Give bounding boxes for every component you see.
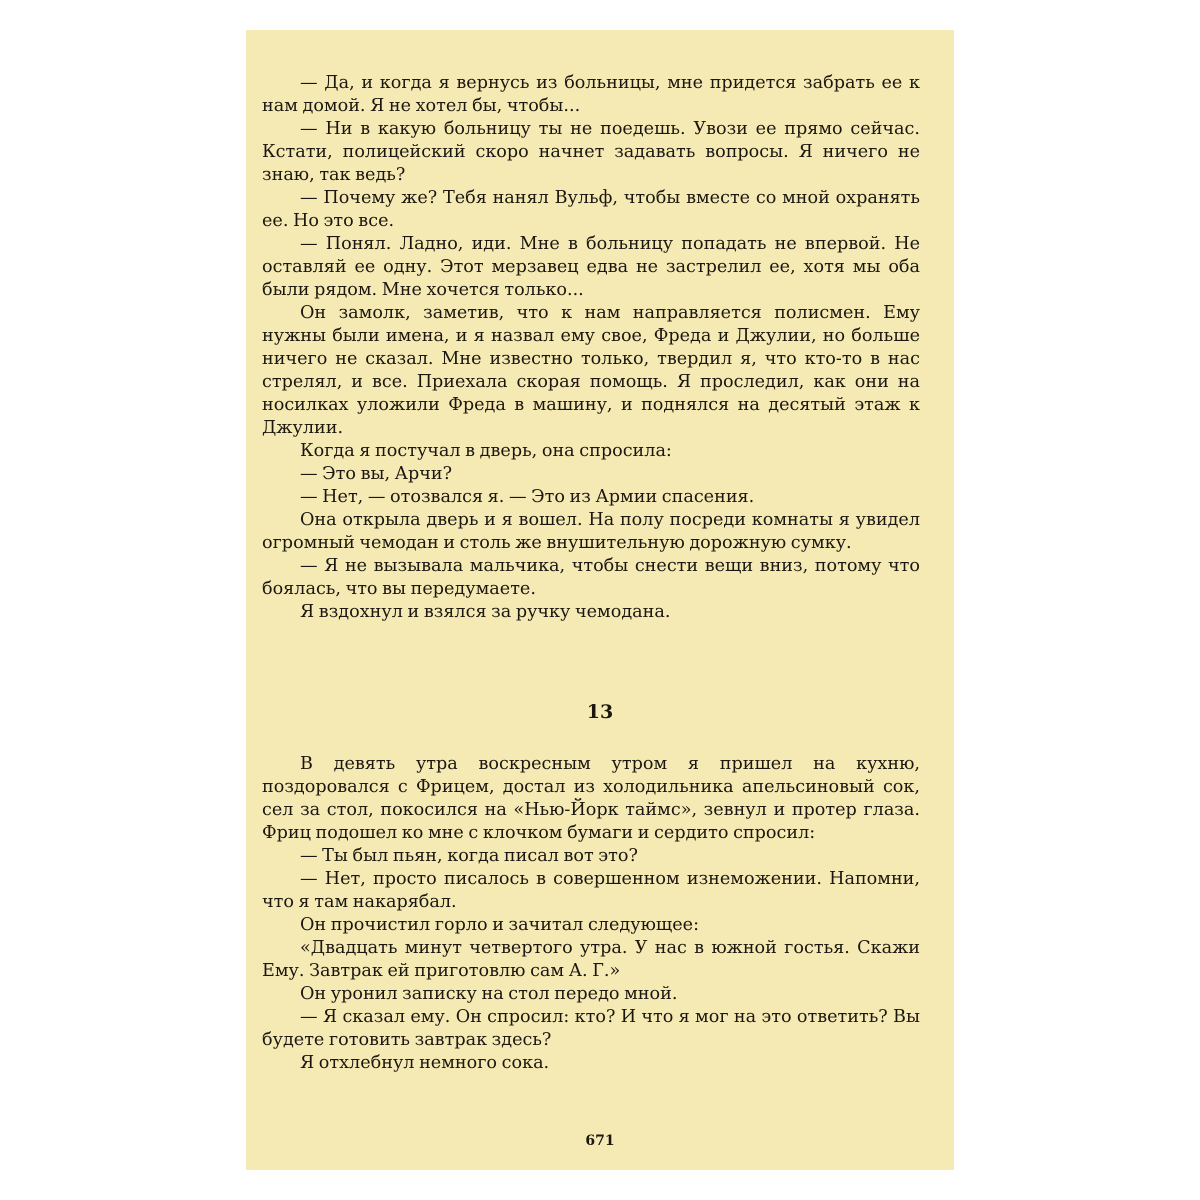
- paragraph: — Почему же? Тебя нанял Вульф, чтобы вместе со мной охранять ее. Но это все.: [262, 188, 920, 231]
- paragraph: — Я не вызывала мальчика, чтобы снести вещи вниз, потому что боялась, что вы передумаете.: [262, 556, 920, 599]
- book-page: [246, 30, 954, 1170]
- paragraph: «Двадцать минут четвертого утра. У нас в южной гостья. Скажи Ему. Завтрак ей приготовлю сам А. Г.»: [262, 938, 920, 981]
- paragraph: Я отхлебнул немного сока.: [300, 1053, 550, 1073]
- paragraph: — Ни в какую больницу ты не поедешь. Увози ее прямо сейчас. Кстати, полицейский скоро начнет задавать вопросы. Я ничего не знаю, так ведь?: [262, 119, 920, 185]
- text-block-bottom: [262, 753, 920, 1075]
- paragraph: — Понял. Ладно, иди. Мне в больницу попадать не впервой. Не оставляй ее одну. Этот мерзавец едва не застрелил ее, хотя мы оба были рядом. Мне хочется только...: [262, 234, 920, 300]
- paragraph: Он уронил записку на стол передо мной.: [300, 984, 678, 1004]
- paragraph: — Нет, — отозвался я. — Это из Армии спасения.: [300, 487, 755, 507]
- paragraph: — Это вы, Арчи?: [300, 464, 453, 484]
- paragraph: Я вздохнул и взялся за ручку чемодана.: [300, 602, 671, 622]
- paragraph: — Ты был пьян, когда писал вот это?: [300, 846, 638, 866]
- paragraph: Он замолк, заметив, что к нам направляется полисмен. Ему нужны были имена, и я назвал ему свое, Фреда и Джулии, но больше ничего не сказал. Мне известно только, твердил я, что кто-то в нас стрелял, и все. Приехала скорая помощь. Я проследил, как они на носилках уложили Фреда в машину, и поднялся на десятый этаж к Джулии.: [262, 303, 920, 438]
- page-number: 671: [585, 1133, 615, 1149]
- chapter-heading: 13: [586, 701, 614, 723]
- paragraph: — Да, и когда я вернусь из больницы, мне придется забрать ее к нам домой. Я не хотел бы, чтобы...: [262, 73, 920, 116]
- paragraph: Она открыла дверь и я вошел. На полу посреди комнаты я увидел огромный чемодан и столь же внушительную дорожную сумку.: [262, 510, 920, 553]
- paragraph: — Нет, просто писалось в совершенном изнеможении. Напомни, что я там накарябал.: [262, 869, 920, 912]
- text-block-top: [262, 72, 920, 624]
- paragraph: Он прочистил горло и зачитал следующее:: [300, 915, 700, 935]
- paragraph: В девять утра воскресным утром я пришел на кухню, поздоровался с Фрицем, достал из холодильника апельсиновый сок, сел за стол, покосился на «Нью-Йорк таймс», зевнул и протер глаза. Фриц подошел ко мне с клочком бумаги и сердито спросил:: [262, 754, 920, 843]
- paragraph: — Я сказал ему. Он спросил: кто? И что я мог на это ответить? Вы будете готовить завтрак здесь?: [262, 1007, 920, 1050]
- paragraph: Когда я постучал в дверь, она спросила:: [300, 441, 672, 461]
